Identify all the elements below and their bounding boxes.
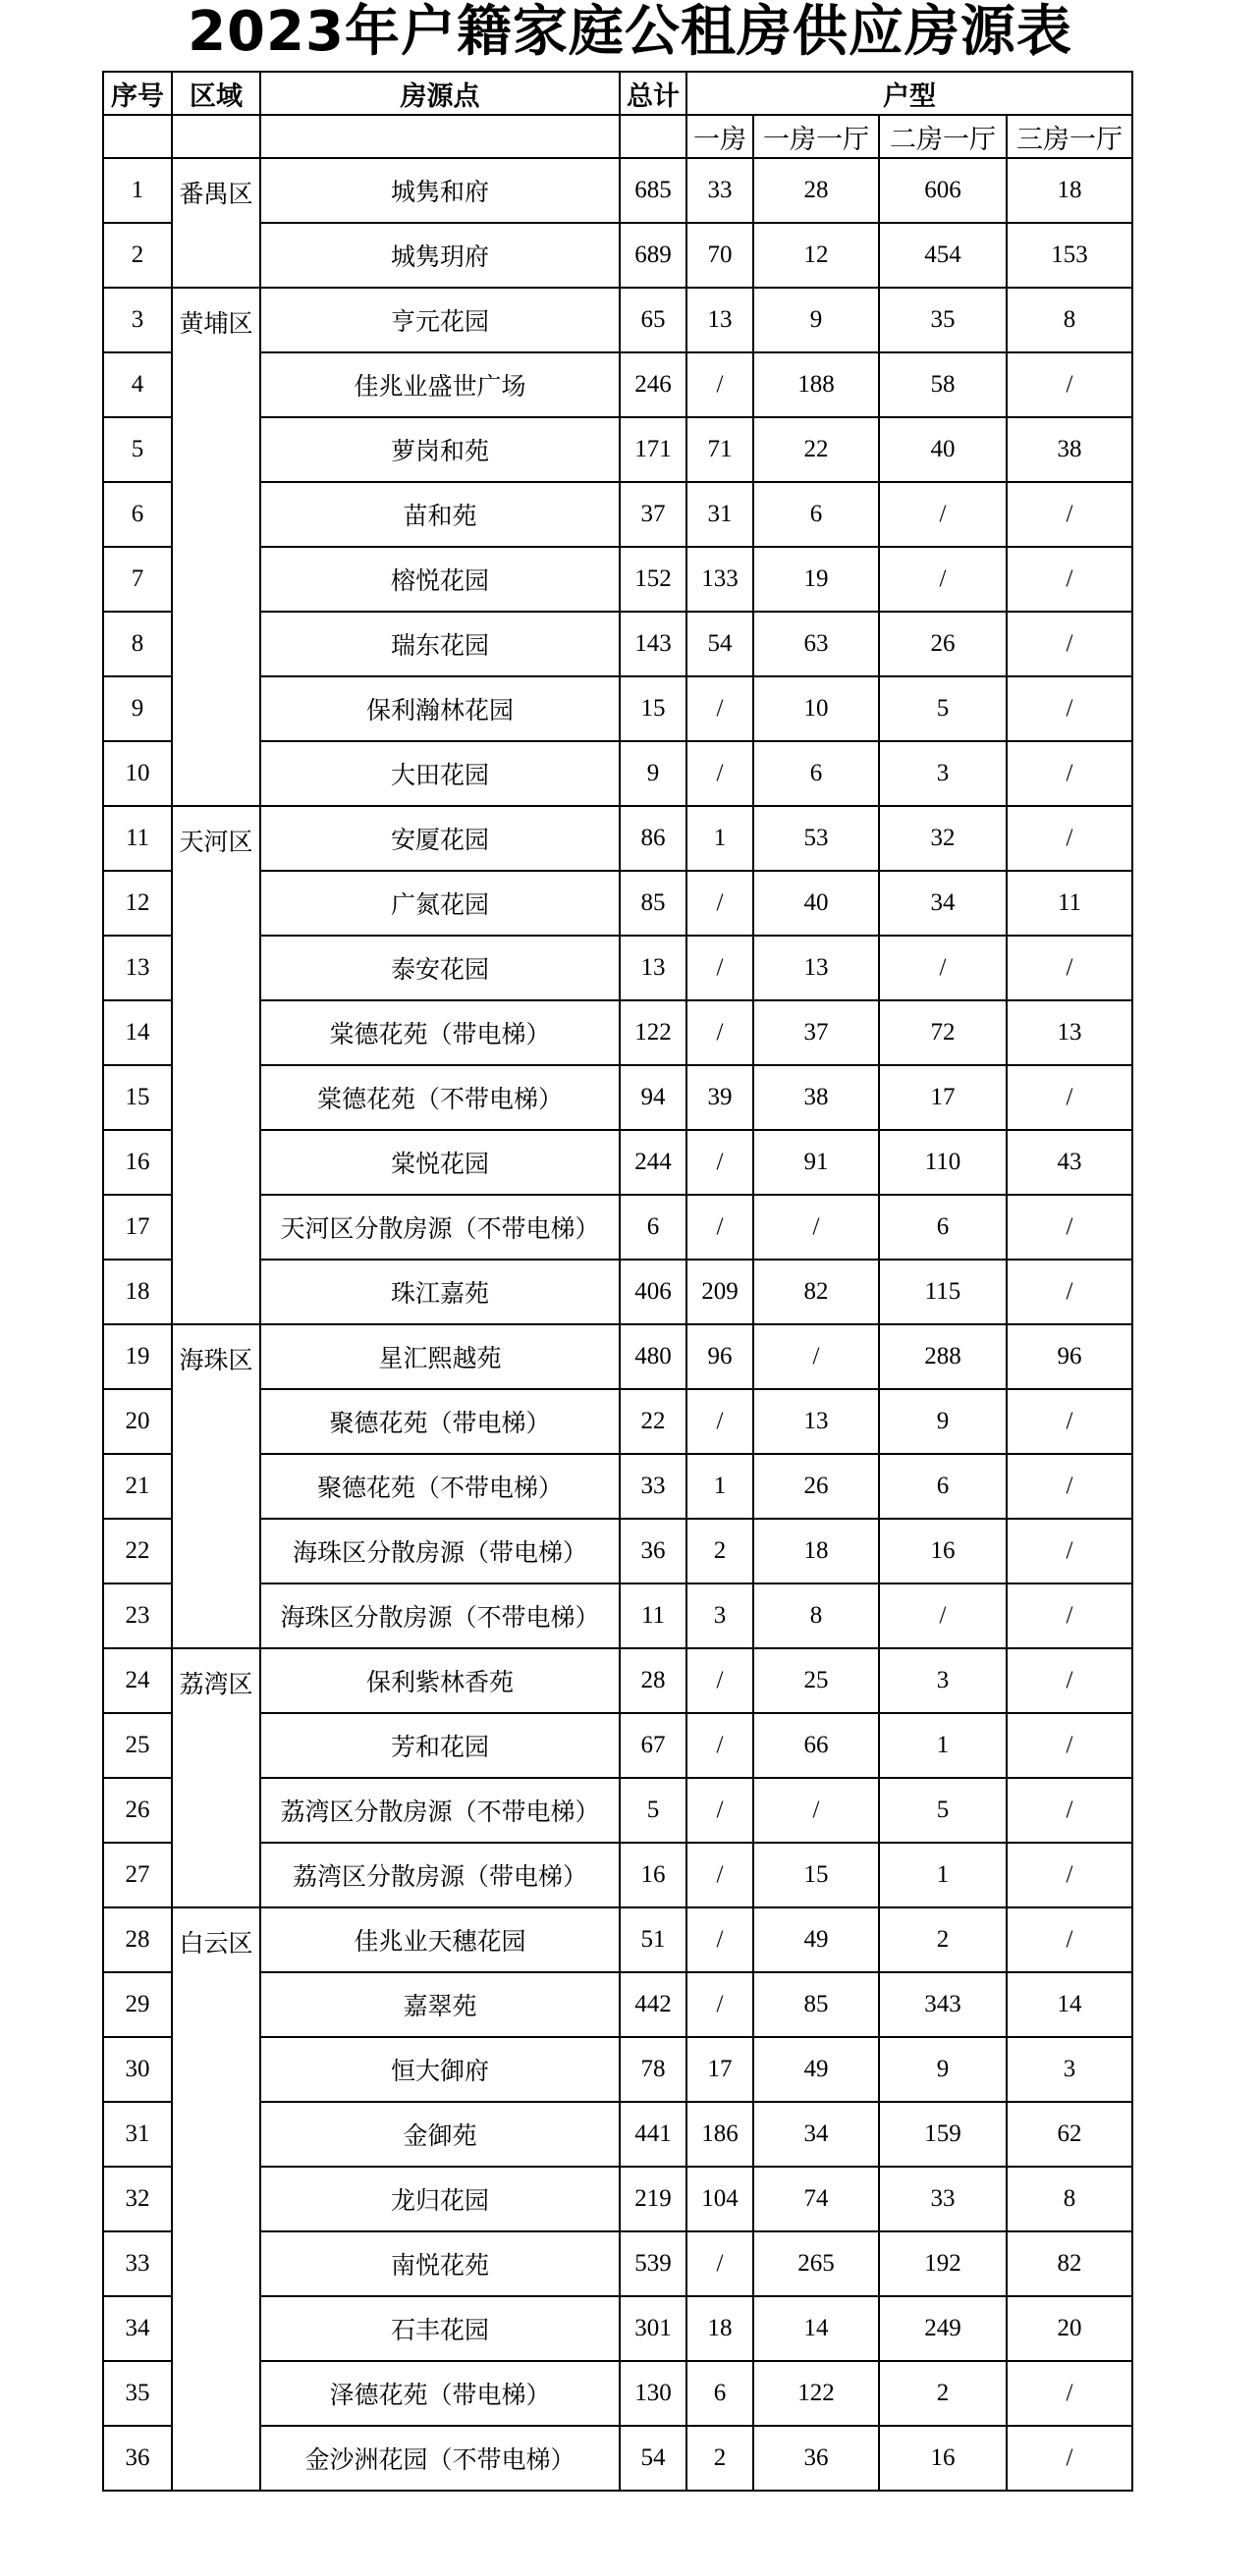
property-name-cell: 龙归花园 [260,2167,620,2231]
row-number-cell: 35 [103,2361,172,2426]
property-name-cell: 佳兆业盛世广场 [260,352,620,417]
one-room-cell: / [686,741,753,806]
total-cell: 16 [620,1843,686,1907]
two-bed-one-hall-cell: / [879,547,1007,612]
total-cell: 15 [620,676,686,741]
two-bed-one-hall-cell: 6 [879,1454,1007,1519]
two-bed-one-hall-cell: 159 [879,2102,1007,2167]
three-bed-one-hall-cell: / [1007,1389,1132,1454]
one-room-cell: 2 [686,2426,753,2491]
total-cell: 9 [620,741,686,806]
one-room-cell: / [686,1713,753,1778]
two-bed-one-hall-cell: 32 [879,806,1007,871]
total-cell: 122 [620,1000,686,1065]
header-three-bed-one-hall: 三房一厅 [1007,115,1132,158]
one-bed-one-hall-cell: 66 [753,1713,879,1778]
property-name-cell: 恒大御府 [260,2037,620,2102]
three-bed-one-hall-cell: / [1007,1778,1132,1843]
district-cell: 天河区 [172,806,260,1324]
one-bed-one-hall-cell: 122 [753,2361,879,2426]
one-bed-one-hall-cell: 14 [753,2296,879,2361]
three-bed-one-hall-cell: / [1007,806,1132,871]
property-name-cell: 棠德花苑（带电梯） [260,1000,620,1065]
total-cell: 219 [620,2167,686,2231]
two-bed-one-hall-cell: 34 [879,871,1007,936]
one-room-cell: 104 [686,2167,753,2231]
two-bed-one-hall-cell: 16 [879,2426,1007,2491]
total-cell: 171 [620,417,686,482]
total-cell: 36 [620,1519,686,1583]
two-bed-one-hall-cell: 115 [879,1260,1007,1324]
total-cell: 37 [620,482,686,547]
row-number-cell: 8 [103,612,172,676]
one-room-cell: 6 [686,2361,753,2426]
row-number-cell: 11 [103,806,172,871]
property-name-cell: 南悦花苑 [260,2231,620,2296]
total-cell: 22 [620,1389,686,1454]
total-cell: 246 [620,352,686,417]
header-unit-type: 户型 [686,72,1132,115]
property-name-cell: 海珠区分散房源（不带电梯） [260,1583,620,1648]
total-cell: 51 [620,1907,686,1972]
row-number-cell: 22 [103,1519,172,1583]
one-room-cell: / [686,1000,753,1065]
property-name-cell: 聚德花苑（带电梯） [260,1389,620,1454]
total-cell: 441 [620,2102,686,2167]
total-cell: 65 [620,288,686,352]
property-name-cell: 佳兆业天穗花园 [260,1907,620,1972]
one-bed-one-hall-cell: 49 [753,2037,879,2102]
property-name-cell: 亨元花园 [260,288,620,352]
row-number-cell: 17 [103,1195,172,1260]
one-bed-one-hall-cell: 40 [753,871,879,936]
row-number-cell: 7 [103,547,172,612]
two-bed-one-hall-cell: / [879,936,1007,1000]
two-bed-one-hall-cell: 16 [879,1519,1007,1583]
three-bed-one-hall-cell: 153 [1007,223,1132,288]
property-name-cell: 大田花园 [260,741,620,806]
one-bed-one-hall-cell: 38 [753,1065,879,1130]
row-number-cell: 32 [103,2167,172,2231]
one-room-cell: / [686,2231,753,2296]
two-bed-one-hall-cell: 40 [879,417,1007,482]
total-cell: 78 [620,2037,686,2102]
one-room-cell: / [686,1843,753,1907]
two-bed-one-hall-cell: 5 [879,1778,1007,1843]
total-cell: 28 [620,1648,686,1713]
one-room-cell: 54 [686,612,753,676]
three-bed-one-hall-cell: / [1007,1713,1132,1778]
two-bed-one-hall-cell: 5 [879,676,1007,741]
row-number-cell: 10 [103,741,172,806]
one-bed-one-hall-cell: 36 [753,2426,879,2491]
row-number-cell: 18 [103,1260,172,1324]
one-room-cell: / [686,1648,753,1713]
row-number-cell: 27 [103,1843,172,1907]
two-bed-one-hall-cell: 1 [879,1843,1007,1907]
one-bed-one-hall-cell: 28 [753,158,879,223]
row-number-cell: 9 [103,676,172,741]
property-name-cell: 星汇熙越苑 [260,1324,620,1389]
table-row [103,1907,1132,1972]
row-number-cell: 21 [103,1454,172,1519]
one-bed-one-hall-cell: 37 [753,1000,879,1065]
one-room-cell: / [686,1972,753,2037]
property-name-cell: 棠悦花园 [260,1130,620,1195]
three-bed-one-hall-cell: / [1007,1260,1132,1324]
one-room-cell: 31 [686,482,753,547]
property-name-cell: 聚德花苑（不带电梯） [260,1454,620,1519]
property-name-cell: 保利瀚林花园 [260,676,620,741]
row-number-cell: 4 [103,352,172,417]
property-name-cell: 苗和苑 [260,482,620,547]
two-bed-one-hall-cell: 454 [879,223,1007,288]
one-room-cell: / [686,352,753,417]
total-cell: 301 [620,2296,686,2361]
row-number-cell: 33 [103,2231,172,2296]
one-room-cell: / [686,1195,753,1260]
table-row [103,806,1132,871]
three-bed-one-hall-cell: / [1007,352,1132,417]
two-bed-one-hall-cell: 2 [879,1907,1007,1972]
two-bed-one-hall-cell: 110 [879,1130,1007,1195]
one-bed-one-hall-cell: 15 [753,1843,879,1907]
two-bed-one-hall-cell: / [879,482,1007,547]
three-bed-one-hall-cell: 62 [1007,2102,1132,2167]
one-room-cell: / [686,1389,753,1454]
three-bed-one-hall-cell: 11 [1007,871,1132,936]
one-bed-one-hall-cell: 13 [753,1389,879,1454]
row-number-cell: 19 [103,1324,172,1389]
property-name-cell: 石丰花园 [260,2296,620,2361]
row-number-cell: 5 [103,417,172,482]
one-room-cell: 17 [686,2037,753,2102]
one-room-cell: 1 [686,1454,753,1519]
three-bed-one-hall-cell: / [1007,1843,1132,1907]
three-bed-one-hall-cell: / [1007,1907,1132,1972]
one-bed-one-hall-cell: 26 [753,1454,879,1519]
total-cell: 86 [620,806,686,871]
one-bed-one-hall-cell: 12 [753,223,879,288]
one-bed-one-hall-cell: 6 [753,741,879,806]
property-name-cell: 泽德花苑（带电梯） [260,2361,620,2426]
three-bed-one-hall-cell: 38 [1007,417,1132,482]
row-number-cell: 23 [103,1583,172,1648]
total-cell: 689 [620,223,686,288]
two-bed-one-hall-cell: 9 [879,2037,1007,2102]
district-cell: 荔湾区 [172,1648,260,1907]
page-title: 2023年户籍家庭公租房供应房源表 [188,0,1072,64]
three-bed-one-hall-cell: 82 [1007,2231,1132,2296]
one-bed-one-hall-cell: 265 [753,2231,879,2296]
row-number-cell: 30 [103,2037,172,2102]
row-number-cell: 36 [103,2426,172,2491]
property-name-cell: 荔湾区分散房源（带电梯） [260,1843,620,1907]
three-bed-one-hall-cell: / [1007,1648,1132,1713]
two-bed-one-hall-cell: 1 [879,1713,1007,1778]
one-room-cell: 39 [686,1065,753,1130]
header-name: 房源点 [260,72,620,115]
one-room-cell: / [686,1778,753,1843]
two-bed-one-hall-cell: 343 [879,1972,1007,2037]
one-bed-one-hall-cell: 13 [753,936,879,1000]
one-room-cell: / [686,936,753,1000]
two-bed-one-hall-cell: 3 [879,1648,1007,1713]
row-number-cell: 6 [103,482,172,547]
row-number-cell: 34 [103,2296,172,2361]
row-number-cell: 12 [103,871,172,936]
three-bed-one-hall-cell: / [1007,2426,1132,2491]
table-body [103,158,1132,2491]
row-number-cell: 26 [103,1778,172,1843]
property-name-cell: 芳和花园 [260,1713,620,1778]
row-number-cell: 15 [103,1065,172,1130]
one-bed-one-hall-cell: 18 [753,1519,879,1583]
two-bed-one-hall-cell: 2 [879,2361,1007,2426]
three-bed-one-hall-cell: / [1007,1583,1132,1648]
header-district: 区域 [172,72,260,115]
header-total: 总计 [620,72,686,115]
row-number-cell: 28 [103,1907,172,1972]
one-room-cell: / [686,1130,753,1195]
three-bed-one-hall-cell: 13 [1007,1000,1132,1065]
header-no: 序号 [103,72,172,115]
one-bed-one-hall-cell: 91 [753,1130,879,1195]
one-bed-one-hall-cell: 82 [753,1260,879,1324]
one-room-cell: 2 [686,1519,753,1583]
subheader-blank [172,115,260,158]
property-name-cell: 海珠区分散房源（带电梯） [260,1519,620,1583]
three-bed-one-hall-cell: 43 [1007,1130,1132,1195]
total-cell: 143 [620,612,686,676]
subheader-blank [260,115,620,158]
row-number-cell: 24 [103,1648,172,1713]
property-name-cell: 天河区分散房源（不带电梯） [260,1195,620,1260]
total-cell: 33 [620,1454,686,1519]
one-bed-one-hall-cell: 49 [753,1907,879,1972]
property-name-cell: 安厦花园 [260,806,620,871]
one-room-cell: 70 [686,223,753,288]
table-row [103,288,1132,352]
header-one-room: 一房 [686,115,753,158]
one-room-cell: 13 [686,288,753,352]
two-bed-one-hall-cell: / [879,1583,1007,1648]
three-bed-one-hall-cell: / [1007,676,1132,741]
total-cell: 6 [620,1195,686,1260]
one-bed-one-hall-cell: 19 [753,547,879,612]
property-name-cell: 瑞东花园 [260,612,620,676]
property-name-cell: 荔湾区分散房源（不带电梯） [260,1778,620,1843]
one-bed-one-hall-cell: 8 [753,1583,879,1648]
total-cell: 13 [620,936,686,1000]
property-name-cell: 棠德花苑（不带电梯） [260,1065,620,1130]
one-room-cell: 209 [686,1260,753,1324]
row-number-cell: 29 [103,1972,172,2037]
three-bed-one-hall-cell: 18 [1007,158,1132,223]
one-room-cell: 133 [686,547,753,612]
row-number-cell: 1 [103,158,172,223]
table-row [103,1648,1132,1713]
total-cell: 406 [620,1260,686,1324]
header-two-bed-one-hall: 二房一厅 [879,115,1007,158]
three-bed-one-hall-cell: 8 [1007,2167,1132,2231]
three-bed-one-hall-cell: / [1007,1519,1132,1583]
one-room-cell: 3 [686,1583,753,1648]
row-number-cell: 25 [103,1713,172,1778]
one-bed-one-hall-cell: 34 [753,2102,879,2167]
three-bed-one-hall-cell: 14 [1007,1972,1132,2037]
property-name-cell: 榕悦花园 [260,547,620,612]
row-number-cell: 2 [103,223,172,288]
three-bed-one-hall-cell: 96 [1007,1324,1132,1389]
property-name-cell: 萝岗和苑 [260,417,620,482]
header-one-bed-one-hall: 一房一厅 [753,115,879,158]
one-bed-one-hall-cell: 85 [753,1972,879,2037]
three-bed-one-hall-cell: / [1007,547,1132,612]
one-bed-one-hall-cell: 10 [753,676,879,741]
total-cell: 244 [620,1130,686,1195]
total-cell: 85 [620,871,686,936]
total-cell: 539 [620,2231,686,2296]
subheader-blank [103,115,172,158]
total-cell: 442 [620,1972,686,2037]
table-row [103,158,1132,223]
district-cell: 海珠区 [172,1324,260,1648]
one-room-cell: 71 [686,417,753,482]
three-bed-one-hall-cell: / [1007,1454,1132,1519]
two-bed-one-hall-cell: 33 [879,2167,1007,2231]
district-cell: 番禺区 [172,158,260,288]
district-cell: 白云区 [172,1907,260,2491]
three-bed-one-hall-cell: 20 [1007,2296,1132,2361]
one-room-cell: 1 [686,806,753,871]
one-bed-one-hall-cell: / [753,1195,879,1260]
row-number-cell: 31 [103,2102,172,2167]
property-name-cell: 泰安花园 [260,936,620,1000]
two-bed-one-hall-cell: 9 [879,1389,1007,1454]
property-name-cell: 金沙洲花园（不带电梯） [260,2426,620,2491]
two-bed-one-hall-cell: 26 [879,612,1007,676]
one-bed-one-hall-cell: 53 [753,806,879,871]
total-cell: 152 [620,547,686,612]
three-bed-one-hall-cell: / [1007,1065,1132,1130]
row-number-cell: 14 [103,1000,172,1065]
three-bed-one-hall-cell: / [1007,612,1132,676]
header-row [103,72,1132,115]
one-bed-one-hall-cell: 188 [753,352,879,417]
three-bed-one-hall-cell: / [1007,741,1132,806]
total-cell: 67 [620,1713,686,1778]
three-bed-one-hall-cell: 3 [1007,2037,1132,2102]
district-cell: 黄埔区 [172,288,260,806]
property-name-cell: 嘉翠苑 [260,1972,620,2037]
total-cell: 54 [620,2426,686,2491]
three-bed-one-hall-cell: 8 [1007,288,1132,352]
total-cell: 5 [620,1778,686,1843]
two-bed-one-hall-cell: 192 [879,2231,1007,2296]
one-bed-one-hall-cell: 63 [753,612,879,676]
three-bed-one-hall-cell: / [1007,482,1132,547]
row-number-cell: 3 [103,288,172,352]
one-bed-one-hall-cell: 22 [753,417,879,482]
total-cell: 94 [620,1065,686,1130]
two-bed-one-hall-cell: 6 [879,1195,1007,1260]
total-cell: 685 [620,158,686,223]
one-room-cell: / [686,871,753,936]
total-cell: 480 [620,1324,686,1389]
two-bed-one-hall-cell: 249 [879,2296,1007,2361]
property-name-cell: 保利紫林香苑 [260,1648,620,1713]
property-name-cell: 珠江嘉苑 [260,1260,620,1324]
one-room-cell: 33 [686,158,753,223]
one-room-cell: 96 [686,1324,753,1389]
one-bed-one-hall-cell: 6 [753,482,879,547]
two-bed-one-hall-cell: 606 [879,158,1007,223]
two-bed-one-hall-cell: 58 [879,352,1007,417]
two-bed-one-hall-cell: 72 [879,1000,1007,1065]
subheader-row [103,115,1132,158]
property-name-cell: 金御苑 [260,2102,620,2167]
two-bed-one-hall-cell: 288 [879,1324,1007,1389]
one-room-cell: 186 [686,2102,753,2167]
one-bed-one-hall-cell: / [753,1324,879,1389]
total-cell: 11 [620,1583,686,1648]
table-row [103,1324,1132,1389]
row-number-cell: 13 [103,936,172,1000]
property-name-cell: 城隽和府 [260,158,620,223]
one-room-cell: 18 [686,2296,753,2361]
row-number-cell: 16 [103,1130,172,1195]
property-name-cell: 城隽玥府 [260,223,620,288]
row-number-cell: 20 [103,1389,172,1454]
three-bed-one-hall-cell: / [1007,936,1132,1000]
one-room-cell: / [686,676,753,741]
two-bed-one-hall-cell: 3 [879,741,1007,806]
one-room-cell: / [686,1907,753,1972]
one-bed-one-hall-cell: / [753,1778,879,1843]
two-bed-one-hall-cell: 17 [879,1065,1007,1130]
three-bed-one-hall-cell: / [1007,1195,1132,1260]
one-bed-one-hall-cell: 9 [753,288,879,352]
property-name-cell: 广氮花园 [260,871,620,936]
two-bed-one-hall-cell: 35 [879,288,1007,352]
subheader-blank [620,115,686,158]
one-bed-one-hall-cell: 25 [753,1648,879,1713]
one-bed-one-hall-cell: 74 [753,2167,879,2231]
three-bed-one-hall-cell: / [1007,2361,1132,2426]
total-cell: 130 [620,2361,686,2426]
housing-supply-table [102,71,1133,2492]
